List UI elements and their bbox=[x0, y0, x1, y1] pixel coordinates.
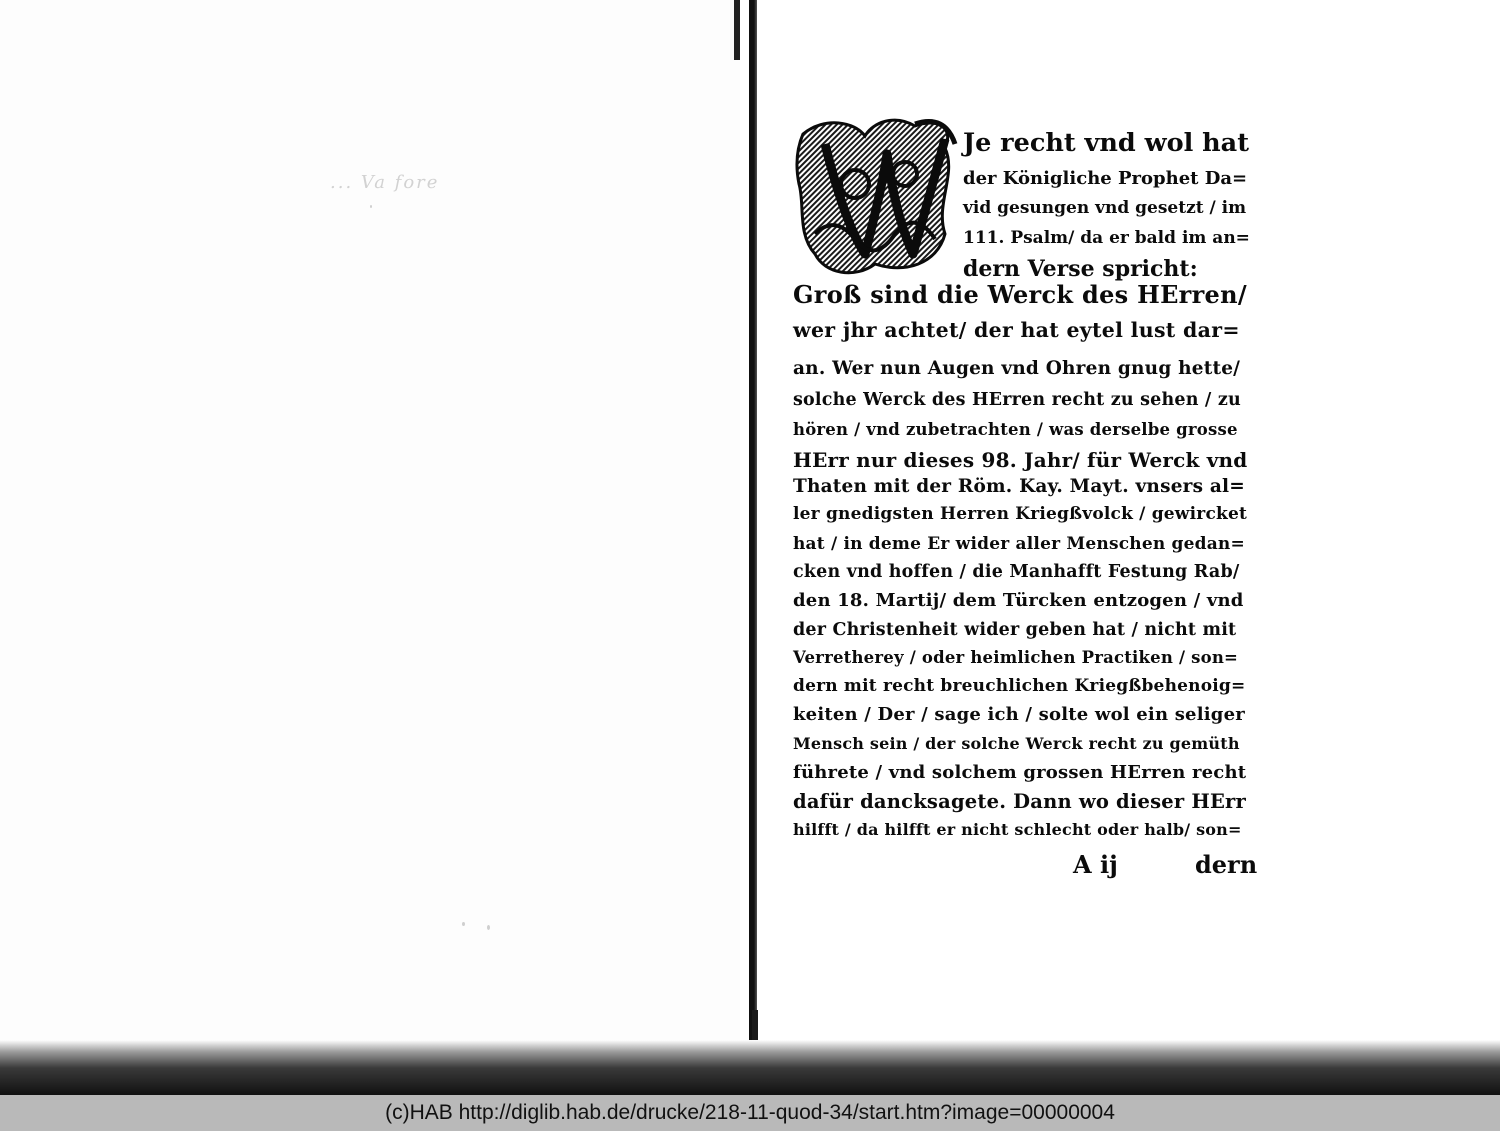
copyright-footer bbox=[0, 1095, 1500, 1131]
text-line: führete / vnd solchem grossen HErren recht bbox=[793, 762, 1247, 783]
text-line: an. Wer nun Augen vnd Ohren gnug hette/ bbox=[793, 358, 1241, 379]
text-line: cken vnd hoffen / die Manhafft Festung Rab/ bbox=[793, 562, 1240, 582]
paper-speck bbox=[487, 925, 490, 930]
text-line: der Christenheit wider geben hat / nicht mit bbox=[793, 620, 1237, 640]
text-line: vid gesungen vnd gesetzt / im bbox=[963, 198, 1247, 218]
text-line: hören / vnd zubetrachten / was derselbe grosse bbox=[793, 420, 1238, 439]
text-line: dern mit recht breuchlichen Kriegßbehenoig= bbox=[793, 676, 1246, 696]
text-line: solche Werck des HErren recht zu sehen / zu bbox=[793, 390, 1241, 410]
text-line: ler gnedigsten Herren Kriegßvolck / gewircket bbox=[793, 504, 1248, 524]
text-line: Thaten mit der Röm. Kay. Mayt. vnsers al= bbox=[793, 476, 1245, 497]
paper-speck bbox=[462, 922, 465, 926]
text-line: keiten / Der / sage ich / solte wol ein seliger bbox=[793, 704, 1245, 725]
book-spine bbox=[749, 0, 757, 1055]
text-line: Verretherey / oder heimlichen Practiken / son= bbox=[793, 648, 1239, 667]
text-line: hilfft / da hilfft er nicht schlecht oder halb/ son= bbox=[793, 820, 1242, 839]
text-line: dern Verse spricht: bbox=[963, 256, 1198, 282]
text-line: HErr nur dieses 98. Jahr/ für Werck vnd bbox=[793, 448, 1248, 472]
gutter-mark bbox=[734, 0, 740, 60]
decorated-initial-w bbox=[795, 114, 965, 279]
footer-credit-text: (c)HAB http://diglib.hab.de/drucke/218-11-quod-34/start.htm?image=00000004 bbox=[385, 1101, 1115, 1124]
text-line: Groß sind die Werck des HErren/ bbox=[793, 280, 1247, 309]
catchword: dern bbox=[1195, 850, 1258, 879]
text-line: der Königliche Prophet Da= bbox=[963, 168, 1248, 189]
text-line: den 18. Martij/ dem Türcken entzogen / vnd bbox=[793, 590, 1244, 611]
text-line: hat / in deme Er wider aller Menschen gedan= bbox=[793, 534, 1245, 554]
paper-speck bbox=[370, 205, 372, 208]
left-page-blank bbox=[0, 0, 740, 1060]
text-line: 111. Psalm/ da er bald im an= bbox=[963, 228, 1250, 248]
faint-bleedthrough-note: ... Va fore bbox=[330, 172, 440, 193]
text-line: wer jhr achtet/ der hat eytel lust dar= bbox=[793, 318, 1240, 342]
text-line: Mensch sein / der solche Werck recht zu gemüth bbox=[793, 734, 1240, 753]
text-line: dafür dancksagete. Dann wo dieser HErr bbox=[793, 790, 1246, 813]
text-line: Je recht vnd wol hat bbox=[963, 128, 1249, 158]
scan-bottom-shadow bbox=[0, 1040, 1500, 1095]
signature-mark: A ij bbox=[1073, 850, 1118, 879]
